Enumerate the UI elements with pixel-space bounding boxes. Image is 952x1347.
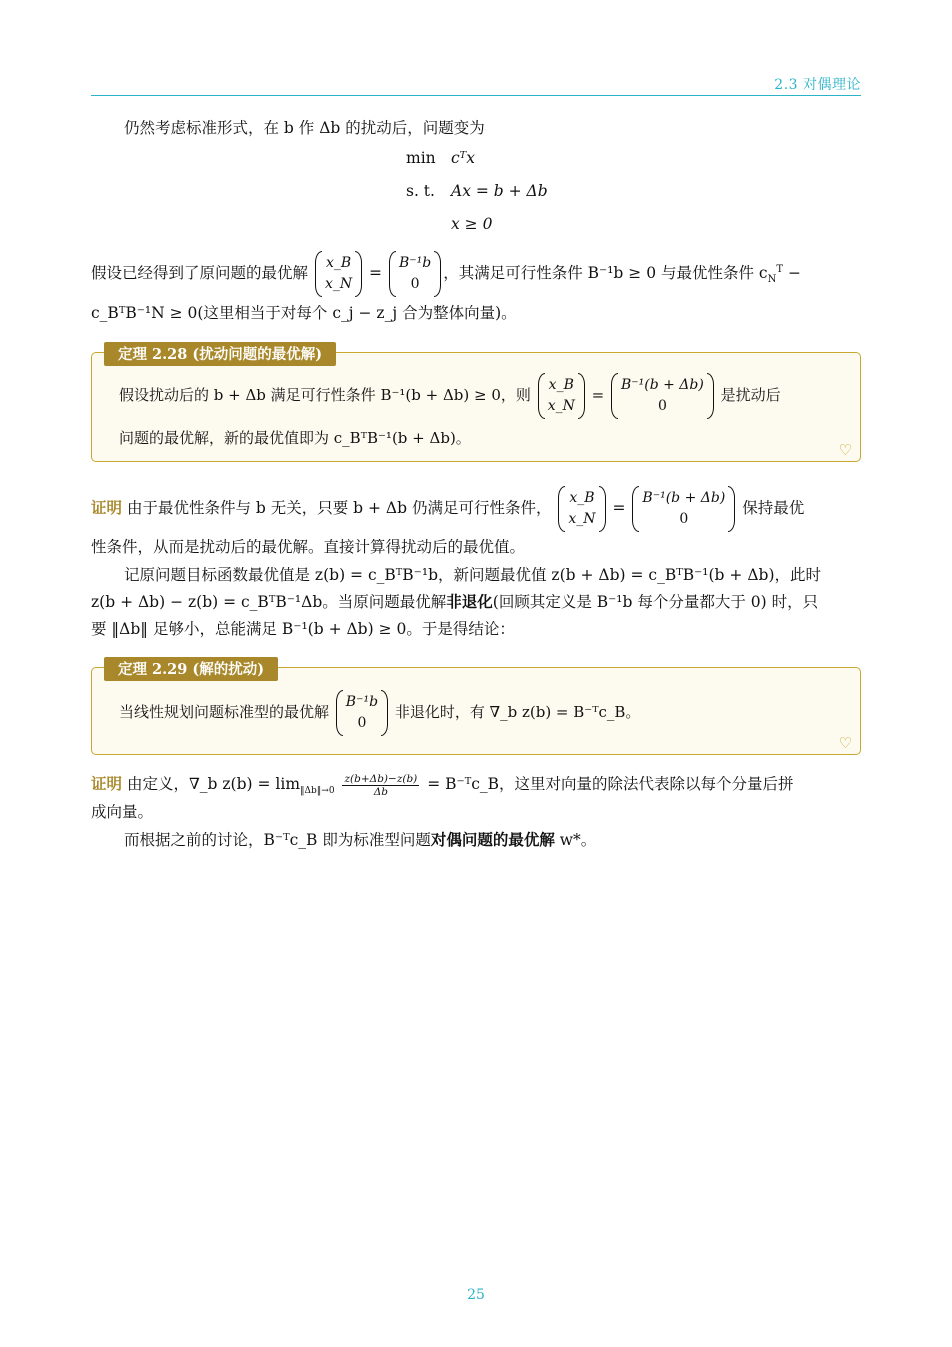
nondegenerate-term: 非退化: [446, 592, 493, 611]
lp-objective: cᵀx: [451, 149, 475, 167]
para3-line1: 记原问题目标函数最优值是 z(b) = c_BᵀB⁻¹b，新问题最优值 z(b + Δb) = c_BᵀB⁻¹(b + Δb)，此时: [124, 566, 821, 584]
lp-constraint-equality: Ax = b + Δb: [451, 182, 548, 200]
assumption-text-pre: 假设已经得到了原问题的最优解: [91, 264, 309, 282]
theorem-2-29-line1: [119, 686, 833, 738]
vec-xn: x_N: [324, 276, 353, 292]
theorem-2-28-line1: 假设扰动后的 b + Δb 满足可行性条件 B⁻¹(b + Δb) ≥ 0，则 x_B x_N = B⁻¹(b + Δb) 0 是扰动后: [119, 369, 833, 421]
solution-vector: [389, 251, 441, 297]
para3-line2-pre: z(b + Δb) − z(b) = c_BᵀB⁻¹Δb。当原问题最优解: [91, 593, 447, 611]
proof-2-label: 证明: [91, 774, 123, 793]
dual-optimal-term: 对偶问题的最优解: [430, 830, 555, 849]
proof-1-line1: 证明 由于最优性条件与 b 无关，只要 b + Δb 仍满足可行性条件， x_B x_N = B⁻¹(b + Δb) 0 保持最优: [91, 482, 861, 534]
heart-icon: ♡: [838, 441, 852, 459]
theorem-2-29-solution-vector: [336, 690, 388, 736]
theorem-2-28-box: [91, 346, 861, 462]
proof-1-basis-vector: [558, 486, 605, 532]
lp-min-keyword: min: [406, 149, 436, 167]
lp-st-keyword: s. t.: [406, 182, 435, 200]
para3-line2-post: (回顾其定义是 B⁻¹b 每个分量都大于 0) 时，只: [492, 593, 819, 611]
sol-bottom: 0: [357, 715, 367, 731]
conclusion-paragraph: [91, 828, 861, 852]
theorem-2-28-label: 定理 2.28 (扰动问题的最优解): [104, 342, 336, 366]
proof-1-label: 证明: [91, 498, 123, 517]
intro-paragraph: 仍然考虑标准形式，在 b 作 Δb 的扰动后，问题变为: [124, 119, 485, 137]
proof-1-text-post: 保持最优: [742, 499, 805, 517]
vec-xn: x_N: [568, 511, 596, 527]
vec-xb: x_B: [569, 490, 595, 506]
basis-vector: [315, 251, 362, 297]
proof-2-line1: [91, 772, 861, 798]
theorem-2-29-label: 定理 2.29 (解的扰动): [104, 657, 278, 681]
page-number: 25: [467, 1287, 485, 1303]
theorem-2-28-text-pre: 假设扰动后的 b + Δb 满足可行性条件 B⁻¹(b + Δb) ≥ 0，则: [119, 386, 531, 404]
assumption-text-mid: ，其满足可行性条件 B⁻¹b ≥ 0 与最优性条件 c: [443, 264, 768, 282]
theorem-2-29-box: [91, 661, 861, 755]
para3-line2: [91, 590, 861, 614]
vec-xn: x_N: [547, 398, 575, 414]
frac-denominator: Δb: [373, 785, 389, 798]
sol-top: B⁻¹(b + Δb): [620, 377, 704, 393]
sol-bottom: 0: [657, 398, 667, 414]
theorem-2-28-solution-vector: [611, 373, 714, 419]
conclusion-post: w*。: [554, 831, 597, 849]
vec-xb: x_B: [325, 255, 352, 271]
theorem-2-29-text-pre: 当线性规划问题标准型的最优解: [119, 703, 330, 721]
proof-2-text-pre: 由定义，∇_b z(b) = lim: [126, 775, 301, 793]
sol-top: B⁻¹b: [345, 694, 379, 710]
limit-subscript: ‖Δb‖→0: [300, 786, 335, 797]
assumption-line2: c_BᵀB⁻¹N ≥ 0(这里相当于对每个 c_j − z_j 合为整体向量)。: [91, 304, 517, 322]
theorem-2-28-line2: 问题的最优解，新的最优值即为 c_BᵀB⁻¹(b + Δb)。: [119, 429, 471, 447]
theorem-2-28-text-post: 是扰动后: [720, 386, 781, 404]
sol-bottom: 0: [410, 276, 420, 292]
proof-1-line2: 性条件，从而是扰动后的最优解。直接计算得扰动后的最优值。: [91, 538, 526, 556]
heart-icon: ♡: [838, 734, 852, 752]
difference-quotient: [342, 773, 419, 798]
sol-bottom: 0: [679, 511, 689, 527]
sol-top: B⁻¹b: [398, 255, 432, 271]
para3-line3: 要 ‖Δb‖ 足够小，总能满足 B⁻¹(b + Δb) ≥ 0。于是得结论：: [91, 620, 515, 638]
theorem-2-28-basis-vector: [538, 373, 585, 419]
frac-numerator: z(b+Δb)−z(b): [344, 772, 418, 785]
proof-2-text-post: = B⁻ᵀc_B，这里对向量的除法代表除以每个分量后拼: [427, 775, 794, 793]
proof-1-text-pre: 由于最优性条件与 b 无关，只要 b + Δb 仍满足可行性条件，: [126, 499, 552, 517]
proof-2-line2: 成向量。: [91, 803, 154, 821]
proof-1-solution-vector: [632, 486, 735, 532]
lp-constraint-nonneg: x ≥ 0: [451, 215, 493, 233]
header-rule: [91, 95, 861, 96]
running-header: 2.3 对偶理论: [774, 77, 861, 93]
lp-problem: [406, 147, 606, 237]
conclusion-pre: 而根据之前的讨论，B⁻ᵀc_B 即为标准型问题: [124, 831, 431, 849]
sol-top: B⁻¹(b + Δb): [642, 490, 726, 506]
assumption-paragraph: 假设已经得到了原问题的最优解 x_B x_N = B⁻¹b 0 ，其满足可行性条件 B⁻¹b ≥ 0 与最优性条件 $c_N^T$ −: [91, 247, 861, 299]
theorem-2-29-text-post: 非退化时，有 ∇_b z(b) = B⁻ᵀc_B。: [394, 703, 641, 721]
vec-xb: x_B: [548, 377, 574, 393]
